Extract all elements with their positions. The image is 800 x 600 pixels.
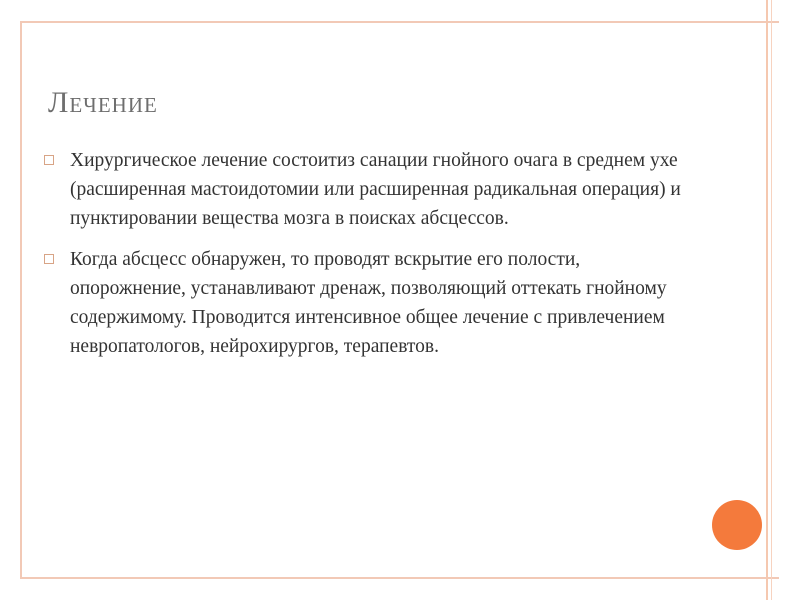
slide-border-left <box>20 21 22 579</box>
slide-border-right-inner <box>771 0 772 600</box>
bullet-text: Хирургическое лечение состоитиз санации гнойного очага в среднем ухе (расширенная мастоидотомии или расширенная радикальная операция) и пунктировании вещества мозга в поисках абсцессов. <box>70 150 681 229</box>
square-outline-bullet-icon <box>44 254 54 264</box>
slide-title: Лечение <box>48 86 158 119</box>
slide-border-bottom <box>21 577 779 579</box>
slide-content <box>44 146 694 373</box>
square-outline-bullet-icon <box>44 155 54 165</box>
slide-border-right <box>766 0 768 600</box>
bullet-item <box>44 245 694 361</box>
bullet-item <box>44 146 694 233</box>
slide-border-top <box>21 21 779 23</box>
orange-circle-decoration-icon <box>712 500 762 550</box>
bullet-text: Когда абсцесс обнаружен, то проводят вскрытие его полости, опорожнение, устанавливают дренаж, позволяющий оттекать гнойному содержимому. Проводится интенсивное общее лечение с привлечением невропатологов, нейрохирургов, терапевтов. <box>70 249 667 357</box>
